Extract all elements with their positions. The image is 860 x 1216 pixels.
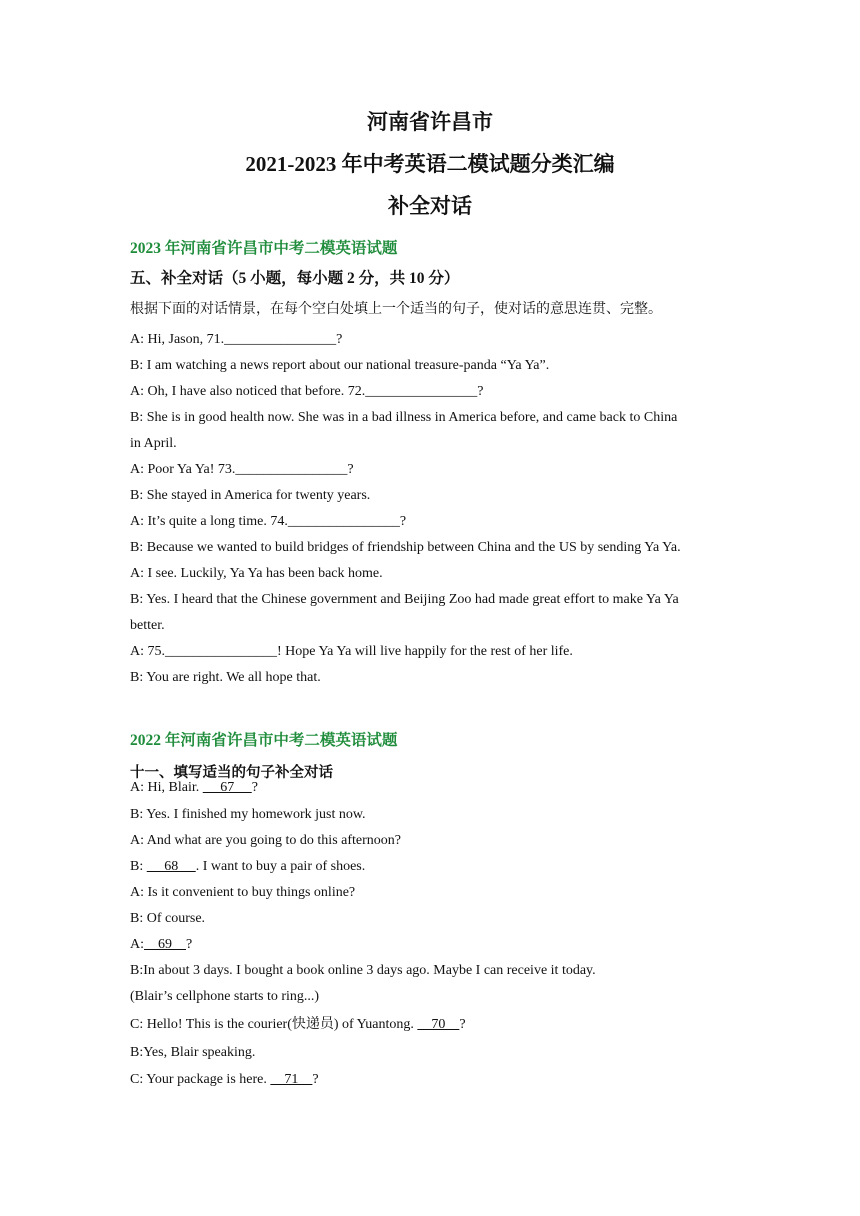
- dialogue-line: [130, 1067, 735, 1093]
- answer-blank-68: 68: [146, 859, 196, 874]
- line-text: C: Hello! This is the courier(快递员) of Yuantong.: [130, 1017, 418, 1032]
- dialogue-line: (Blair’s cellphone starts to ring...): [130, 989, 320, 1004]
- question-heading-2022: 十一、填写适当的句子补全对话: [130, 765, 333, 781]
- line-text: ?: [186, 937, 193, 952]
- doc-title-region: 河南省许昌市: [367, 110, 493, 134]
- question-heading-2023: 五、补全对话（5 小题，每小题 2 分，共 10 分）: [130, 270, 460, 287]
- answer-blank-71: 71: [270, 1072, 313, 1087]
- dialogue-line: A: Hi, Jason, 71.________________?: [130, 332, 343, 347]
- dialogue-line: [130, 854, 735, 880]
- dialogue-line: B: Of course.: [130, 911, 206, 926]
- dialogue-line: B:In about 3 days. I bought a book online 3 days ago. Maybe I can receive it today.: [130, 963, 596, 978]
- instruction-text: 根据下面的对话情景，在每个空白处填上一个适当的句子，使对话的意思连贯、完整。: [130, 302, 662, 317]
- line-text: ?: [312, 1072, 319, 1087]
- answer-blank-67: 67: [202, 780, 252, 795]
- dialogue-line: A: It’s quite a long time. 74.________________?: [130, 514, 407, 529]
- dialogue-line: B:Yes, Blair speaking.: [130, 1045, 256, 1060]
- doc-title-topic: 补全对话: [388, 194, 472, 218]
- line-text: ?: [251, 780, 258, 795]
- line-text: C: Your package is here.: [130, 1072, 271, 1087]
- dialogue-line: [130, 1012, 735, 1038]
- line-text: B:: [130, 859, 147, 874]
- dialogue-line: B: Yes. I heard that the Chinese government and Beijing Zoo had made great effort to make Ya Ya: [130, 592, 679, 607]
- dialogue-line: B: She is in good health now. She was in a bad illness in America before, and came back to China: [130, 410, 678, 425]
- dialogue-line: B: She stayed in America for twenty years.: [130, 488, 371, 503]
- doc-title-main: 2021-2023 年中考英语二模试题分类汇编: [245, 152, 615, 176]
- line-text: . I want to buy a pair of shoes.: [195, 859, 366, 874]
- section-heading-2023: 2023 年河南省许昌市中考二模英语试题: [130, 240, 398, 257]
- dialogue-line: B: Yes. I finished my homework just now.: [130, 807, 366, 822]
- dialogue-line: [130, 775, 735, 801]
- line-text: A:: [130, 937, 144, 952]
- dialogue-line: A: Oh, I have also noticed that before. 72.________________?: [130, 384, 484, 399]
- answer-blank-70: 70: [417, 1017, 460, 1032]
- dialogue-line: A: And what are you going to do this afternoon?: [130, 833, 402, 848]
- section-heading-2022: 2022 年河南省许昌市中考二模英语试题: [130, 732, 398, 749]
- dialogue-line: B: You are right. We all hope that.: [130, 670, 321, 685]
- dialogue-line: B: I am watching a news report about our national treasure-panda “Ya Ya”.: [130, 358, 550, 373]
- dialogue-line: A: Poor Ya Ya! 73.________________?: [130, 462, 354, 477]
- dialogue-line: B: Because we wanted to build bridges of friendship between China and the US by sending Ya Ya.: [130, 540, 681, 555]
- dialogue-line: [130, 932, 735, 958]
- dialogue-line: A: 75.________________! Hope Ya Ya will live happily for the rest of her life.: [130, 644, 573, 659]
- dialogue-line: better.: [130, 618, 165, 633]
- dialogue-line: in April.: [130, 436, 177, 451]
- answer-blank-69: 69: [144, 937, 186, 952]
- dialogue-line: A: I see. Luckily, Ya Ya has been back home.: [130, 566, 383, 581]
- dialogue-line: A: Is it convenient to buy things online?: [130, 885, 356, 900]
- line-text: ?: [459, 1017, 466, 1032]
- line-text: A: Hi, Blair.: [130, 780, 203, 795]
